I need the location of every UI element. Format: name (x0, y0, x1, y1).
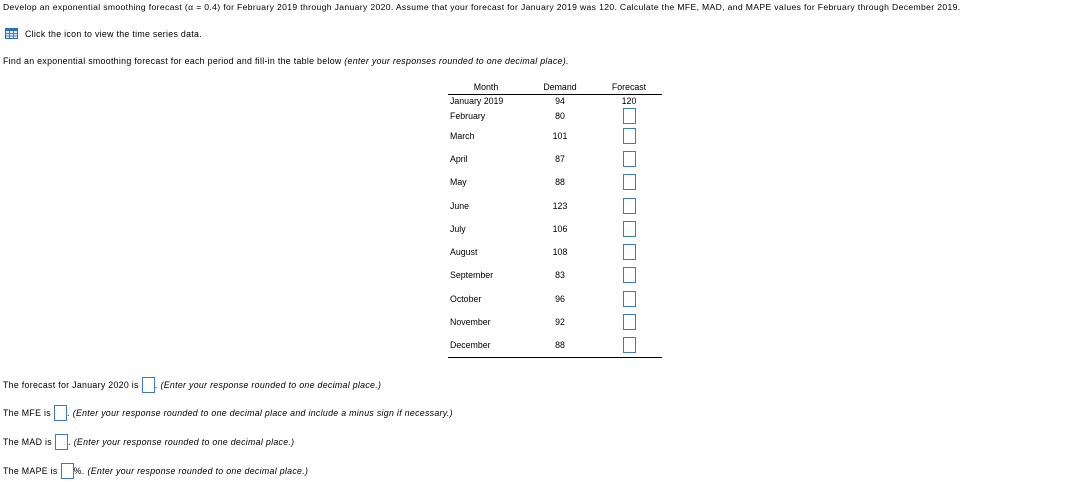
header-month: Month (448, 79, 524, 95)
mad-label: The MAD is (3, 437, 52, 447)
forecast-cell (596, 310, 662, 333)
forecast-cell (596, 287, 662, 310)
forecast-input[interactable] (623, 291, 636, 307)
mad-hint: (Enter your response rounded to one decimal place.) (73, 437, 295, 447)
table-row (448, 334, 662, 358)
forecast-cell (596, 107, 662, 124)
mad-suffix: . (67, 437, 71, 447)
table-row (448, 194, 662, 217)
view-data-link[interactable] (5, 28, 202, 39)
forecast-cell (596, 334, 662, 358)
month-cell: April (450, 153, 468, 164)
instruction-text (3, 56, 569, 66)
table-row (448, 171, 662, 194)
month-cell: September (450, 270, 494, 281)
jan2020-hint: (Enter your response rounded to one decimal place.) (160, 380, 382, 390)
mfe-input[interactable] (54, 405, 67, 421)
table-row (448, 95, 662, 108)
demand-cell: 101 (552, 130, 568, 141)
jan2020-suffix: . (154, 380, 158, 390)
demand-cell: 108 (552, 247, 568, 258)
header-forecast: Forecast (596, 79, 662, 95)
month-cell: February (450, 110, 486, 121)
forecast-cell (596, 264, 662, 287)
forecast-cell (596, 217, 662, 240)
instruction-main: Find an exponential smoothing forecast for each period and fill-in the table below (3, 56, 345, 66)
jan2020-forecast-input[interactable] (142, 377, 155, 393)
alpha-symbol: α (188, 2, 194, 12)
table-grid-icon[interactable] (5, 28, 18, 39)
month-cell: November (450, 317, 491, 328)
mape-suffix: %. (73, 466, 85, 476)
forecast-input[interactable] (623, 314, 636, 330)
mfe-label: The MFE is (3, 408, 51, 418)
table-row (448, 310, 662, 333)
demand-cell: 106 (552, 223, 568, 234)
forecast-input[interactable] (623, 267, 636, 283)
demand-cell: 80 (555, 110, 565, 121)
month-cell: October (450, 293, 482, 304)
table-row (448, 124, 662, 147)
demand-cell: 96 (555, 293, 565, 304)
demand-cell: 87 (555, 153, 565, 164)
table-row (448, 240, 662, 263)
answer-jan2020-row (3, 377, 381, 393)
demand-cell: 94 (555, 96, 565, 106)
jan2020-label: The forecast for January 2020 is (3, 380, 139, 390)
month-cell: August (450, 247, 478, 258)
forecast-input[interactable] (623, 198, 636, 214)
forecast-input[interactable] (623, 221, 636, 237)
forecast-cell (596, 124, 662, 147)
forecast-input[interactable] (623, 337, 636, 353)
instruction-hint: (enter your responses rounded to one decimal place). (344, 56, 569, 66)
mad-input[interactable] (55, 434, 68, 450)
header-demand: Demand (524, 79, 596, 95)
forecast-cell: 120 (621, 96, 637, 106)
mfe-hint: (Enter your response rounded to one decimal place and include a minus sign if necessary.) (72, 408, 453, 418)
month-cell: July (450, 223, 466, 234)
answer-mad-row (3, 434, 294, 450)
month-cell: January 2019 (450, 96, 504, 106)
month-cell: June (450, 200, 470, 211)
question-part1: Develop an exponential smoothing forecast ( (3, 2, 189, 12)
time-series-table (448, 79, 662, 358)
demand-cell: 92 (555, 317, 565, 328)
forecast-input[interactable] (623, 151, 636, 167)
forecast-input[interactable] (623, 108, 636, 124)
table-row (448, 287, 662, 310)
mape-label: The MAPE is (3, 466, 58, 476)
month-cell: December (448, 334, 524, 358)
mape-hint: (Enter your response rounded to one decimal place.) (87, 466, 309, 476)
table-row (448, 217, 662, 240)
table-row (448, 264, 662, 287)
mfe-suffix: . (66, 408, 70, 418)
demand-cell: 83 (555, 270, 565, 281)
forecast-cell (596, 171, 662, 194)
table-row (448, 107, 662, 124)
question-text (3, 2, 960, 12)
month-cell: March (450, 130, 475, 141)
forecast-input[interactable] (623, 174, 636, 190)
forecast-input[interactable] (623, 244, 636, 260)
forecast-input[interactable] (623, 128, 636, 144)
answer-mape-row (3, 463, 308, 479)
demand-cell: 88 (555, 177, 565, 188)
mape-input[interactable] (61, 463, 74, 479)
question-part2: = 0.4) for February 2019 through January 2020. Assume that your forecast for January 2019 was 120. Calculate the MFE, MAD, and MAPE values for February through December 2019. (193, 2, 961, 12)
month-cell: May (450, 177, 467, 188)
table-row (448, 147, 662, 170)
forecast-cell (596, 240, 662, 263)
view-data-label[interactable]: Click the icon to view the time series data. (25, 28, 202, 39)
demand-cell: 123 (552, 200, 568, 211)
demand-cell: 88 (524, 334, 596, 358)
forecast-cell (596, 147, 662, 170)
answer-mfe-row (3, 405, 453, 421)
forecast-cell (596, 194, 662, 217)
